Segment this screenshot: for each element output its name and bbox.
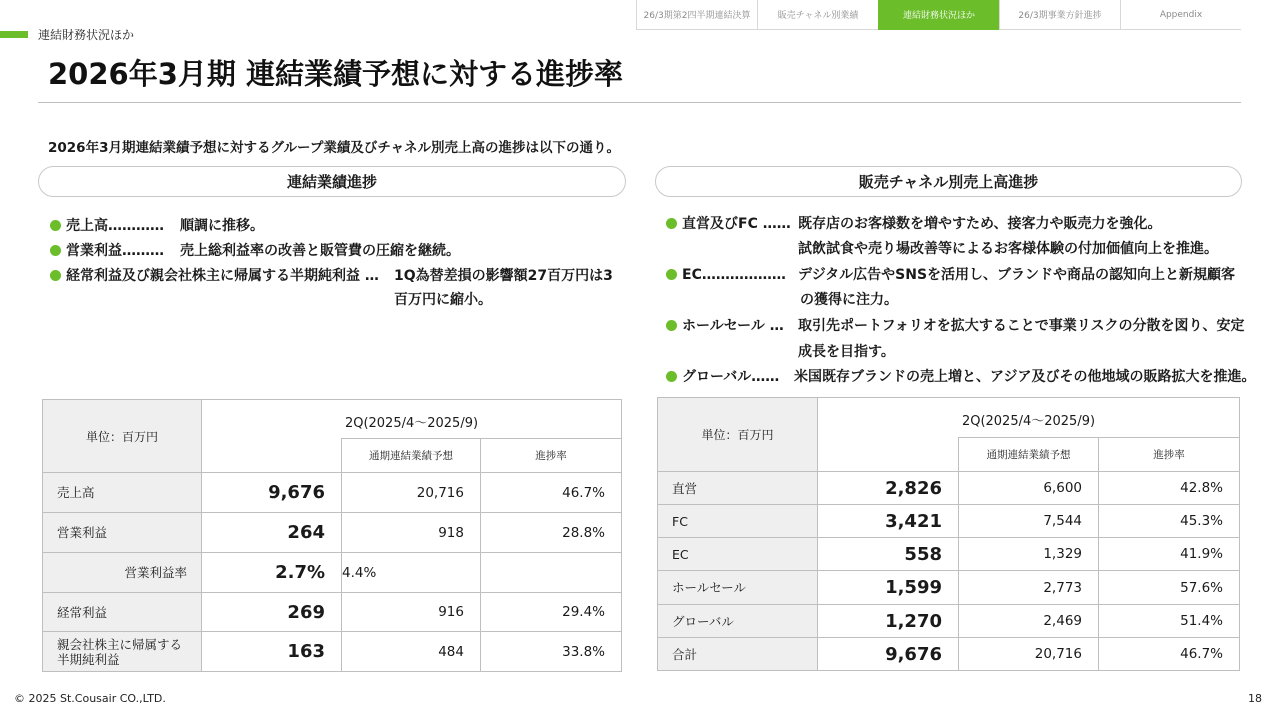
forecast-value: 6,600: [959, 472, 1099, 505]
bullet-text: デジタル広告やSNSを活用し、ブランドや商品の認知向上と新規顧客: [798, 267, 1236, 283]
bullet-dot-icon: [50, 245, 61, 256]
consolidated-progress-table: [42, 399, 622, 672]
forecast-value: 20,716: [959, 638, 1099, 671]
unit-header: 単位：百万円: [658, 398, 818, 472]
forecast-value: 484: [342, 632, 481, 672]
progress-rate: [481, 553, 622, 593]
bullet-dot-icon: [50, 220, 61, 231]
bullet-label: 経常利益及び親会社株主に帰属する半期純利益 …: [66, 268, 379, 284]
top-nav-tabs: [636, 0, 1241, 30]
period-spacer: [202, 439, 342, 473]
channel-progress-table: [657, 397, 1240, 671]
nav-tab-financial-status[interactable]: 連結財務状況ほか: [878, 0, 999, 30]
progress-rate: 29.4%: [481, 593, 622, 632]
bullet-dot-icon: [666, 371, 677, 382]
forecast-value: 2,773: [959, 571, 1099, 605]
progress-rate: 51.4%: [1099, 605, 1240, 638]
table-row: [43, 473, 622, 513]
progress-rate: 46.7%: [1099, 638, 1240, 671]
table-row: [43, 513, 622, 553]
row-label: 経常利益: [43, 593, 202, 632]
right-section-heading: 販売チャネル別売上高進捗: [655, 166, 1242, 197]
table-row: [43, 593, 622, 632]
table-row: [658, 605, 1240, 638]
row-label-line2: 半期純利益: [57, 651, 120, 667]
forecast-column-header: 通期連結業績予想: [959, 438, 1099, 472]
period-spacer: [818, 438, 959, 472]
progress-rate: 28.8%: [481, 513, 622, 553]
left-section-heading: 連結業績進捗: [38, 166, 626, 197]
row-label: ホールセール: [658, 571, 818, 605]
progress-rate: 33.8%: [481, 632, 622, 672]
row-label: 営業利益: [43, 513, 202, 553]
forecast-value: 20,716: [342, 473, 481, 513]
actual-value: 1,599: [818, 571, 959, 605]
bullet-text-cont: 百万円に縮小。: [394, 292, 492, 308]
table-row: [658, 538, 1240, 571]
bullet-item: [50, 241, 164, 261]
progress-rate: 46.7%: [481, 473, 622, 513]
progress-rate: 41.9%: [1099, 538, 1240, 571]
actual-value: 558: [818, 538, 959, 571]
bullet-dot-icon: [666, 269, 677, 280]
nav-tab-q2-results[interactable]: 26/3期第2四半期連結決算: [636, 0, 757, 30]
bullet-item: [50, 266, 379, 286]
nav-tab-channel-results[interactable]: 販売チャネル別業績: [757, 0, 878, 30]
actual-value: 269: [202, 593, 342, 632]
actual-value: 1,270: [818, 605, 959, 638]
section-label: 連結財務状況ほか: [38, 28, 135, 42]
title-divider: [38, 102, 1241, 103]
actual-value: 2.7%: [202, 553, 342, 593]
actual-value: 3,421: [818, 505, 959, 538]
table-row: [658, 505, 1240, 538]
copyright: © 2025 St.Cousair CO.,LTD.: [14, 692, 166, 705]
bullet-item: [666, 367, 779, 387]
forecast-column-header: 通期連結業績予想: [342, 439, 481, 473]
bullet-label: 営業利益………: [66, 243, 164, 259]
progress-rate: 45.3%: [1099, 505, 1240, 538]
row-label: [43, 632, 202, 672]
row-label: 合計: [658, 638, 818, 671]
forecast-value: 7,544: [959, 505, 1099, 538]
actual-value: 9,676: [818, 638, 959, 671]
intro-text: 2026年3月期連結業績予想に対するグループ業績及びチャネル別売上高の進捗は以下の通り。: [48, 140, 620, 156]
page-number: 18: [1248, 692, 1262, 705]
row-label: 売上高: [43, 473, 202, 513]
row-label: FC: [658, 505, 818, 538]
actual-value: 9,676: [202, 473, 342, 513]
bullet-text: 順調に推移。: [180, 218, 264, 234]
row-label: グローバル: [658, 605, 818, 638]
bullet-label: ホールセール …: [682, 318, 784, 334]
table-row: [658, 571, 1240, 605]
table-row: [658, 472, 1240, 505]
period-header: 2Q(2025/4～2025/9): [202, 400, 622, 439]
bullet-label: 売上高…………: [66, 218, 164, 234]
period-header: 2Q(2025/4～2025/9): [818, 398, 1240, 438]
row-label-line1: 親会社株主に帰属する: [57, 636, 183, 652]
bullet-text-cont: 成長を目指す。: [798, 344, 895, 360]
bullet-text-cont: 試飲試食や売り場改善等によるお客様体験の付加価値向上を推進。: [798, 241, 1218, 257]
unit-header: 単位：百万円: [43, 400, 202, 473]
forecast-value: 4.4%: [342, 553, 481, 593]
bullet-text: 米国既存ブランドの売上増と、アジア及びその他地域の販路拡大を推進。: [794, 369, 1256, 385]
bullet-dot-icon: [666, 320, 677, 331]
nav-tab-business-policy[interactable]: 26/3期事業方針進捗: [999, 0, 1120, 30]
bullet-item: [50, 216, 164, 236]
actual-value: 2,826: [818, 472, 959, 505]
section-accent-bar: [0, 31, 28, 38]
actual-value: 163: [202, 632, 342, 672]
bullet-text: 1Q為替差損の影響額27百万円は3: [394, 268, 613, 284]
row-label: EC: [658, 538, 818, 571]
actual-value: 264: [202, 513, 342, 553]
table-row-total: [658, 638, 1240, 671]
row-label: 直営: [658, 472, 818, 505]
bullet-label: 直営及びFC ……: [682, 216, 791, 232]
bullet-label: EC………………: [682, 267, 786, 283]
table-row: [43, 553, 622, 593]
bullet-item: [666, 265, 786, 285]
progress-rate: 42.8%: [1099, 472, 1240, 505]
bullet-text: 売上総利益率の改善と販管費の圧縮を継続。: [180, 243, 460, 259]
nav-tab-appendix[interactable]: Appendix: [1120, 0, 1241, 30]
bullet-text: 既存店のお客様数を増やすため、接客力や販売力を強化。: [798, 216, 1162, 232]
forecast-value: 918: [342, 513, 481, 553]
bullet-dot-icon: [666, 218, 677, 229]
bullet-item: [666, 214, 791, 234]
progress-rate: 57.6%: [1099, 571, 1240, 605]
rate-column-header: 進捗率: [1099, 438, 1240, 472]
page-title: 2026年3月期 連結業績予想に対する進捗率: [48, 57, 623, 91]
bullet-item: [666, 316, 784, 336]
rate-column-header: 進捗率: [481, 439, 622, 473]
bullet-dot-icon: [50, 270, 61, 281]
bullet-text-cont: の獲得に注力。: [800, 292, 898, 308]
table-row: [43, 632, 622, 672]
bullet-label: グローバル……: [682, 369, 780, 385]
forecast-value: 2,469: [959, 605, 1099, 638]
forecast-value: 916: [342, 593, 481, 632]
bullet-text: 取引先ポートフォリオを拡大することで事業リスクの分散を図り、安定: [798, 318, 1245, 334]
row-label: 営業利益率: [43, 553, 202, 593]
forecast-value: 1,329: [959, 538, 1099, 571]
